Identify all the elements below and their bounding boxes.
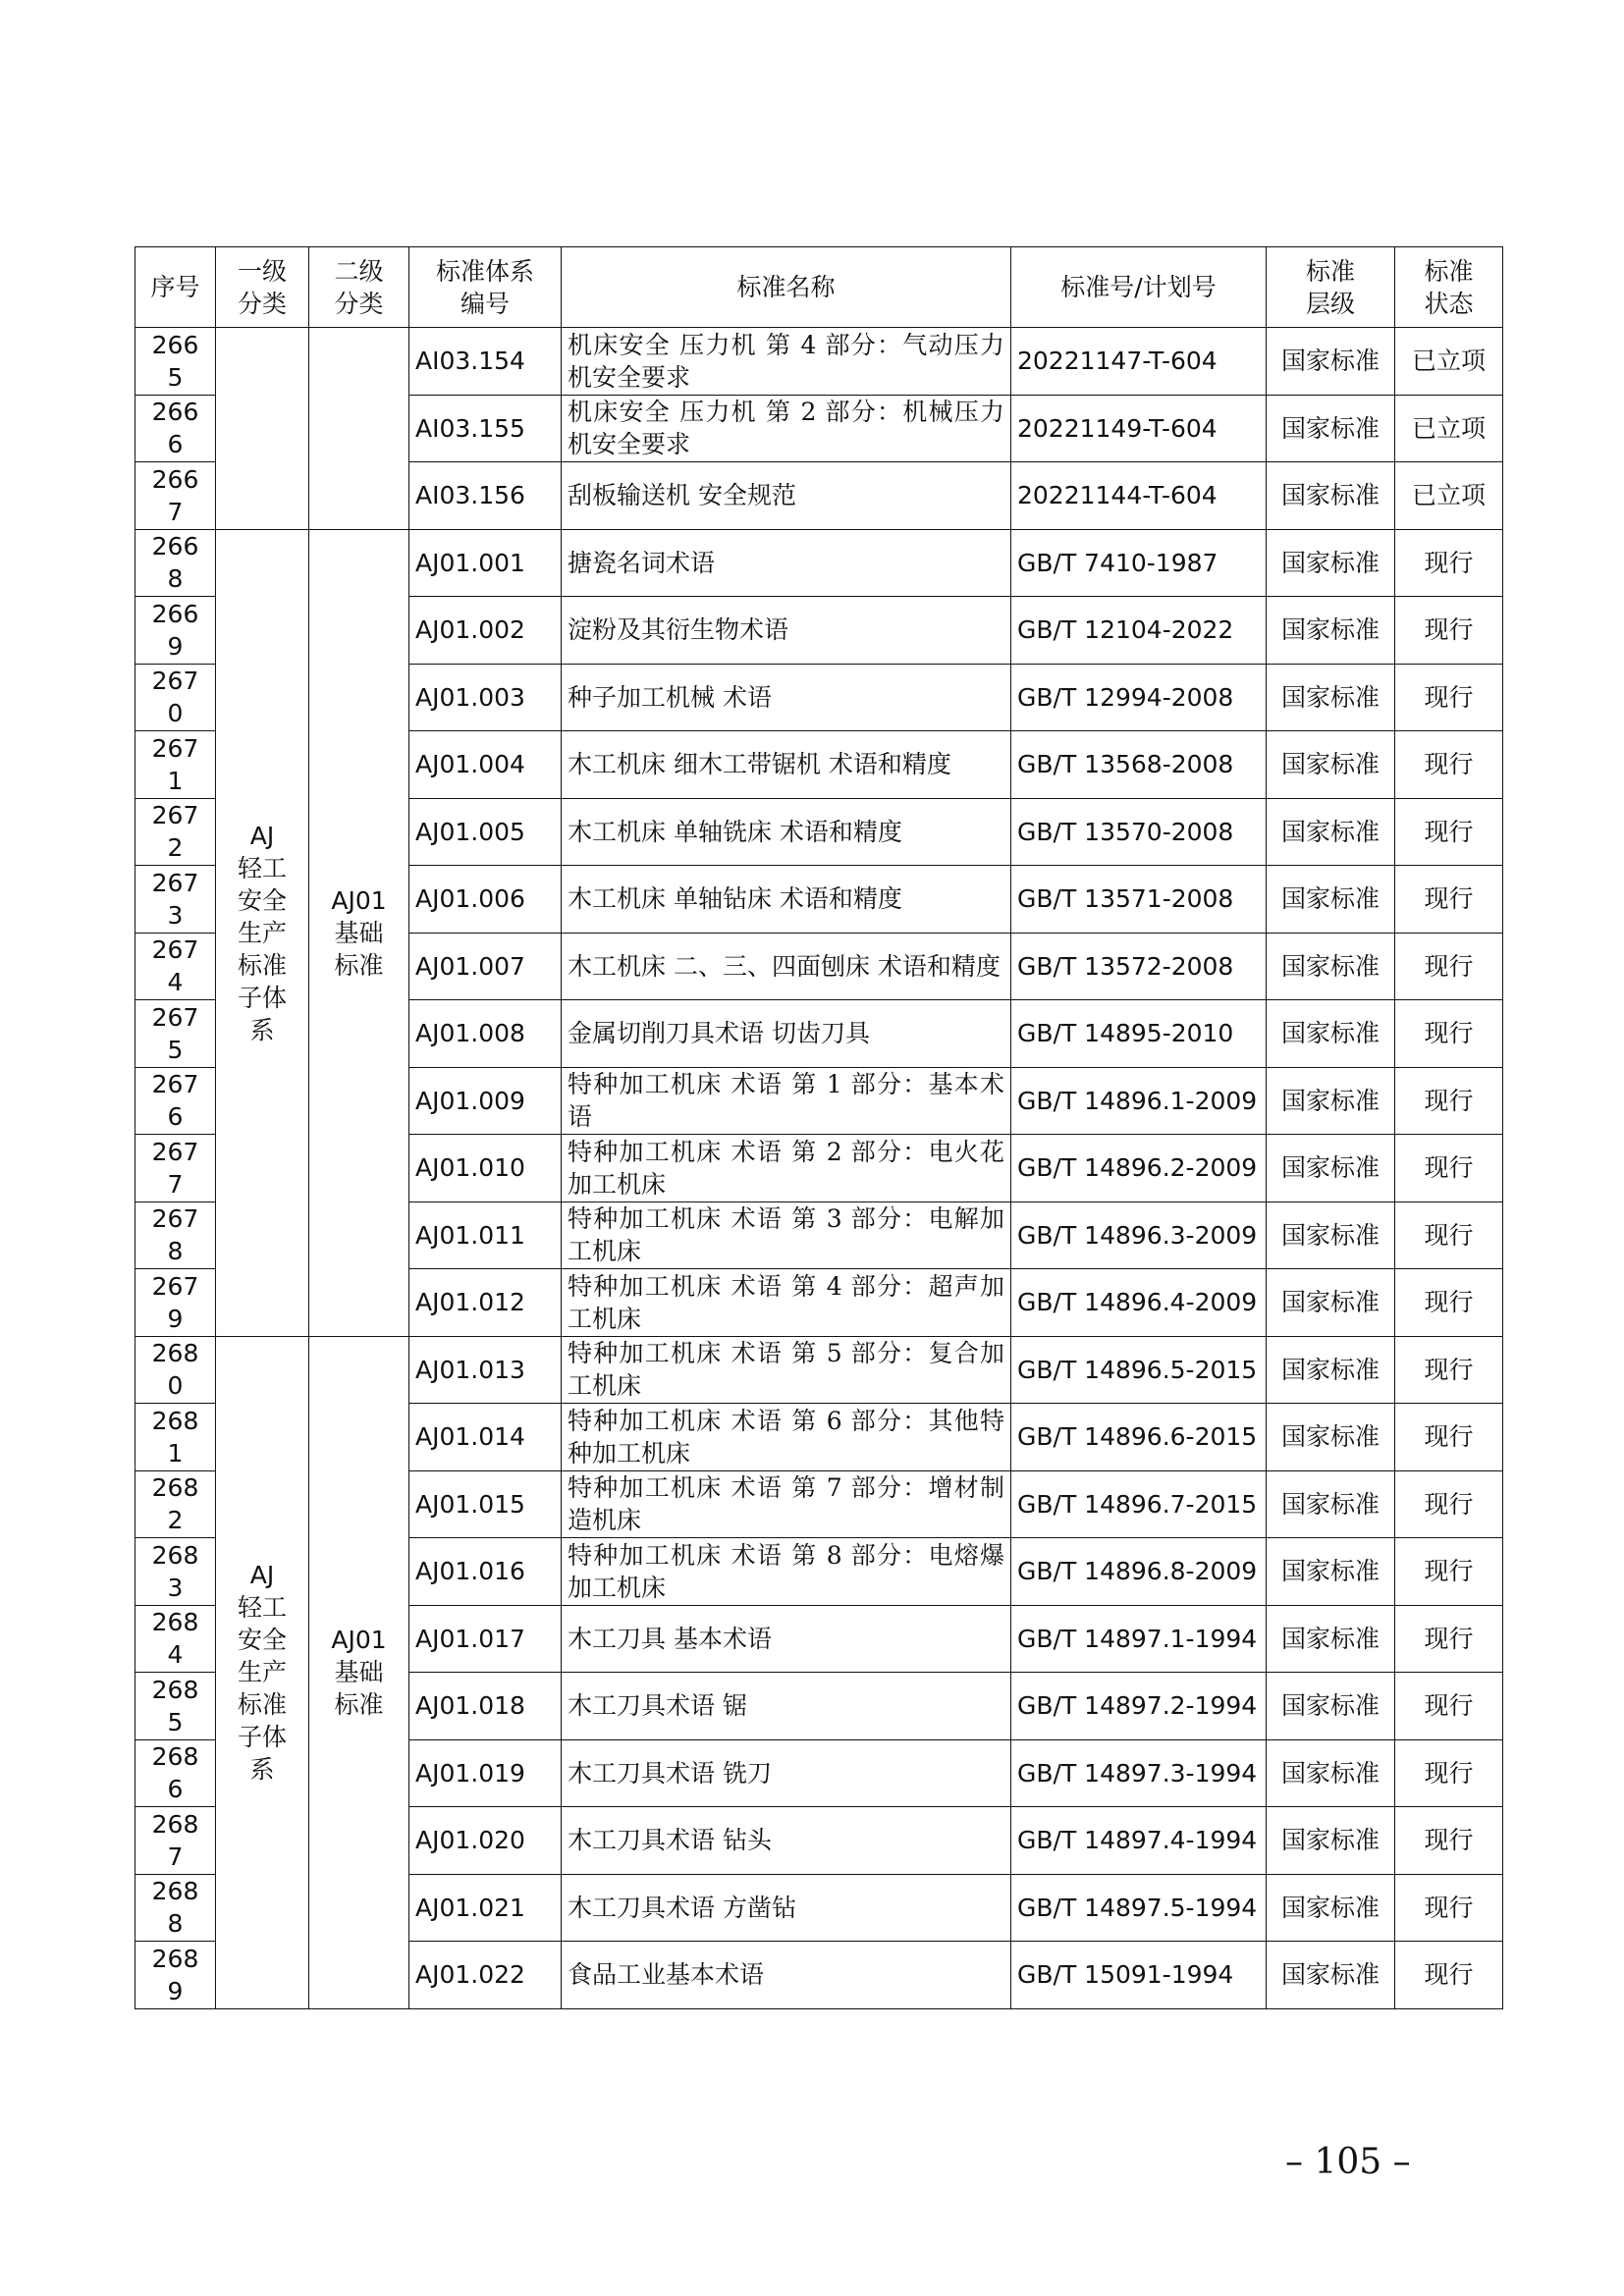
text-line: 标准 bbox=[334, 1690, 384, 1719]
standard-level: 国家标准 bbox=[1267, 731, 1395, 799]
text-line: 5 bbox=[167, 1035, 184, 1064]
text-line: 7 bbox=[167, 1842, 184, 1871]
text-line: AJ bbox=[249, 1561, 275, 1589]
serial-number bbox=[135, 1404, 216, 1471]
standard-level: 国家标准 bbox=[1267, 933, 1395, 1000]
text-line: 安全 bbox=[237, 885, 287, 915]
table-header bbox=[135, 247, 1503, 328]
text-line: 轻工 bbox=[237, 853, 287, 882]
standard-status: 已立项 bbox=[1395, 462, 1503, 530]
standard-status: 现行 bbox=[1395, 1135, 1503, 1202]
header-line: 标准体系 bbox=[435, 256, 534, 286]
serial-number bbox=[135, 395, 216, 462]
system-code: AJ01.014 bbox=[409, 1404, 562, 1471]
level2-category bbox=[309, 328, 409, 530]
header-line: 层级 bbox=[1305, 289, 1355, 318]
serial-number bbox=[135, 933, 216, 1000]
standard-status: 现行 bbox=[1395, 529, 1503, 597]
standard-level: 国家标准 bbox=[1267, 664, 1395, 731]
standard-number: GB/T 14896.1-2009 bbox=[1011, 1067, 1267, 1135]
standard-level: 国家标准 bbox=[1267, 1538, 1395, 1606]
text-line: 267 bbox=[151, 1002, 199, 1032]
standard-status: 现行 bbox=[1395, 1404, 1503, 1471]
text-line: 266 bbox=[151, 464, 199, 494]
header-line: 标准号/计划号 bbox=[1060, 273, 1217, 301]
text-line: 6 bbox=[167, 1102, 184, 1132]
serial-number bbox=[135, 866, 216, 934]
table-body bbox=[135, 328, 1503, 2009]
text-line: 268 bbox=[151, 1877, 199, 1906]
standard-number: GB/T 14896.3-2009 bbox=[1011, 1201, 1267, 1269]
standard-number: GB/T 14896.7-2015 bbox=[1011, 1470, 1267, 1538]
system-code: AJ01.020 bbox=[409, 1807, 562, 1875]
standard-name: 金属切削刀具术语 切齿刀具 bbox=[562, 1000, 1011, 1068]
standard-level: 国家标准 bbox=[1267, 328, 1395, 396]
text-line: 268 bbox=[151, 1944, 199, 1973]
standard-level: 国家标准 bbox=[1267, 1470, 1395, 1538]
system-code: AJ01.021 bbox=[409, 1874, 562, 1942]
standard-name: 特种加工机床 术语 第 6 部分：其他特种加工机床 bbox=[562, 1404, 1011, 1471]
text-line: 标准 bbox=[334, 950, 384, 980]
standard-number: GB/T 13572-2008 bbox=[1011, 933, 1267, 1000]
standard-name: 特种加工机床 术语 第 2 部分：电火花加工机床 bbox=[562, 1135, 1011, 1202]
standard-number: 20221149-T-604 bbox=[1011, 395, 1267, 462]
text-line: 2 bbox=[167, 1506, 184, 1535]
standard-status: 已立项 bbox=[1395, 395, 1503, 462]
standard-name: 特种加工机床 术语 第 5 部分：复合加工机床 bbox=[562, 1336, 1011, 1404]
text-line: 8 bbox=[167, 564, 184, 594]
standard-status: 现行 bbox=[1395, 1673, 1503, 1740]
text-line: 268 bbox=[151, 1608, 199, 1637]
system-code: AJ01.018 bbox=[409, 1673, 562, 1740]
header-line: 状态 bbox=[1424, 289, 1474, 318]
standards-table bbox=[135, 246, 1503, 2009]
serial-number bbox=[135, 798, 216, 866]
header-line: 分类 bbox=[334, 289, 384, 318]
level1-category bbox=[216, 529, 309, 1336]
serial-number bbox=[135, 462, 216, 530]
header-row bbox=[135, 247, 1503, 328]
standard-name: 搪瓷名词术语 bbox=[562, 529, 1011, 597]
standard-number: GB/T 7410-1987 bbox=[1011, 529, 1267, 597]
text-line: 4 bbox=[167, 1640, 184, 1670]
serial-number bbox=[135, 1000, 216, 1068]
system-code: AJ01.022 bbox=[409, 1942, 562, 2009]
standard-status: 现行 bbox=[1395, 1807, 1503, 1875]
serial-number bbox=[135, 664, 216, 731]
text-line: AJ01 bbox=[331, 1626, 387, 1654]
serial-number bbox=[135, 1269, 216, 1337]
text-line: 标准 bbox=[237, 1690, 287, 1719]
text-line: 5 bbox=[167, 362, 184, 392]
standard-number: GB/T 14896.5-2015 bbox=[1011, 1336, 1267, 1404]
header-line: 标准名称 bbox=[736, 273, 836, 301]
standard-status: 现行 bbox=[1395, 933, 1503, 1000]
standard-status: 现行 bbox=[1395, 1336, 1503, 1404]
text-line: 268 bbox=[151, 1742, 199, 1772]
text-line: 266 bbox=[151, 599, 199, 628]
standard-name: 特种加工机床 术语 第 3 部分：电解加工机床 bbox=[562, 1201, 1011, 1269]
serial-number bbox=[135, 1135, 216, 1202]
text-line: 7 bbox=[167, 1169, 184, 1199]
text-line: 267 bbox=[151, 1137, 199, 1166]
system-code: AJ01.010 bbox=[409, 1135, 562, 1202]
standard-status: 现行 bbox=[1395, 1470, 1503, 1538]
serial-number bbox=[135, 731, 216, 799]
text-line: 8 bbox=[167, 1909, 184, 1939]
system-code: AJ01.008 bbox=[409, 1000, 562, 1068]
text-line: AJ01 bbox=[331, 885, 387, 915]
serial-number bbox=[135, 1673, 216, 1740]
standard-name: 木工刀具术语 锯 bbox=[562, 1673, 1011, 1740]
text-line: 8 bbox=[167, 1237, 184, 1266]
header-standard-status bbox=[1395, 247, 1503, 328]
text-line: 268 bbox=[151, 1540, 199, 1570]
system-code: AJ01.012 bbox=[409, 1269, 562, 1337]
system-code: AJ01.007 bbox=[409, 933, 562, 1000]
serial-number bbox=[135, 328, 216, 396]
serial-number bbox=[135, 529, 216, 597]
serial-number bbox=[135, 1605, 216, 1673]
text-line: 9 bbox=[167, 1976, 184, 2005]
standard-number: GB/T 12104-2022 bbox=[1011, 597, 1267, 665]
system-code: AJ01.004 bbox=[409, 731, 562, 799]
standard-status: 现行 bbox=[1395, 866, 1503, 934]
standard-number: GB/T 14897.1-1994 bbox=[1011, 1605, 1267, 1673]
header-serial bbox=[135, 247, 216, 328]
standard-level: 国家标准 bbox=[1267, 597, 1395, 665]
standard-number: GB/T 13571-2008 bbox=[1011, 866, 1267, 934]
standard-status: 现行 bbox=[1395, 1000, 1503, 1068]
standard-level: 国家标准 bbox=[1267, 1135, 1395, 1202]
text-line: 9 bbox=[167, 1304, 184, 1333]
standard-status: 现行 bbox=[1395, 1942, 1503, 2009]
standard-status: 现行 bbox=[1395, 1538, 1503, 1606]
text-line: 6 bbox=[167, 1775, 184, 1804]
header-line: 二级 bbox=[334, 256, 384, 286]
text-line: 268 bbox=[151, 1339, 199, 1368]
standard-status: 现行 bbox=[1395, 731, 1503, 799]
standard-status: 现行 bbox=[1395, 1874, 1503, 1942]
header-standard-level bbox=[1267, 247, 1395, 328]
system-code: AJ01.017 bbox=[409, 1605, 562, 1673]
standard-name: 木工机床 单轴铣床 术语和精度 bbox=[562, 798, 1011, 866]
standard-number: 20221144-T-604 bbox=[1011, 462, 1267, 530]
standard-level: 国家标准 bbox=[1267, 1336, 1395, 1404]
table-row bbox=[135, 529, 1503, 597]
table-row bbox=[135, 328, 1503, 396]
standard-name: 淀粉及其衍生物术语 bbox=[562, 597, 1011, 665]
system-code: AJ01.013 bbox=[409, 1336, 562, 1404]
standard-number: GB/T 14897.4-1994 bbox=[1011, 1807, 1267, 1875]
system-code: AJ01.005 bbox=[409, 798, 562, 866]
serial-number bbox=[135, 1067, 216, 1135]
system-code: AJ01.009 bbox=[409, 1067, 562, 1135]
standard-number: GB/T 14896.4-2009 bbox=[1011, 1269, 1267, 1337]
text-line: 267 bbox=[151, 733, 199, 763]
text-line: 系 bbox=[249, 1015, 275, 1044]
standard-name: 木工刀具术语 方凿钻 bbox=[562, 1874, 1011, 1942]
system-code: AJ01.002 bbox=[409, 597, 562, 665]
text-line: 安全 bbox=[237, 1626, 287, 1654]
standard-number: GB/T 14896.6-2015 bbox=[1011, 1404, 1267, 1471]
serial-number bbox=[135, 1874, 216, 1942]
standard-status: 现行 bbox=[1395, 597, 1503, 665]
text-line: 267 bbox=[151, 935, 199, 965]
text-line: 267 bbox=[151, 868, 199, 897]
standard-level: 国家标准 bbox=[1267, 1269, 1395, 1337]
standard-status: 现行 bbox=[1395, 1201, 1503, 1269]
text-line: 1 bbox=[167, 1438, 184, 1468]
standard-status: 现行 bbox=[1395, 798, 1503, 866]
header-line: 一级 bbox=[237, 256, 287, 286]
system-code: AJ01.015 bbox=[409, 1470, 562, 1538]
header-system-code bbox=[409, 247, 562, 328]
standard-number: GB/T 14897.3-1994 bbox=[1011, 1739, 1267, 1807]
system-code: AI03.156 bbox=[409, 462, 562, 530]
standard-name: 特种加工机床 术语 第 8 部分：电熔爆加工机床 bbox=[562, 1538, 1011, 1606]
text-line: 3 bbox=[167, 1573, 184, 1602]
standard-name: 木工机床 单轴钻床 术语和精度 bbox=[562, 866, 1011, 934]
standard-number: GB/T 14897.2-1994 bbox=[1011, 1673, 1267, 1740]
standard-level: 国家标准 bbox=[1267, 798, 1395, 866]
system-code: AI03.155 bbox=[409, 395, 562, 462]
page-number: – 105 – bbox=[1285, 2142, 1411, 2182]
system-code: AI03.154 bbox=[409, 328, 562, 396]
header-standard-number bbox=[1011, 247, 1267, 328]
text-line: 5 bbox=[167, 1707, 184, 1736]
standard-status: 已立项 bbox=[1395, 328, 1503, 396]
standard-number: GB/T 12994-2008 bbox=[1011, 664, 1267, 731]
standard-status: 现行 bbox=[1395, 1739, 1503, 1807]
system-code: AJ01.011 bbox=[409, 1201, 562, 1269]
standard-level: 国家标准 bbox=[1267, 1739, 1395, 1807]
serial-number bbox=[135, 1739, 216, 1807]
text-line: 基础 bbox=[334, 918, 384, 947]
text-line: 0 bbox=[167, 699, 184, 728]
header-line: 标准 bbox=[1424, 256, 1474, 286]
standard-name: 特种加工机床 术语 第 1 部分：基本术语 bbox=[562, 1067, 1011, 1135]
standard-name: 种子加工机械 术语 bbox=[562, 664, 1011, 731]
standard-level: 国家标准 bbox=[1267, 529, 1395, 597]
standard-level: 国家标准 bbox=[1267, 462, 1395, 530]
system-code: AJ01.016 bbox=[409, 1538, 562, 1606]
serial-number bbox=[135, 1538, 216, 1606]
standard-status: 现行 bbox=[1395, 1067, 1503, 1135]
standard-level: 国家标准 bbox=[1267, 395, 1395, 462]
text-line: 2 bbox=[167, 833, 184, 863]
standard-name: 特种加工机床 术语 第 7 部分：增材制造机床 bbox=[562, 1470, 1011, 1538]
standard-level: 国家标准 bbox=[1267, 1067, 1395, 1135]
standard-level: 国家标准 bbox=[1267, 1201, 1395, 1269]
text-line: 子体 bbox=[237, 983, 287, 1012]
standard-status: 现行 bbox=[1395, 1605, 1503, 1673]
text-line: 0 bbox=[167, 1371, 184, 1401]
standard-number: GB/T 14895-2010 bbox=[1011, 1000, 1267, 1068]
level1-category bbox=[216, 328, 309, 530]
text-line: 266 bbox=[151, 532, 199, 561]
table-row bbox=[135, 1336, 1503, 1404]
standard-number: GB/T 15091-1994 bbox=[1011, 1942, 1267, 2009]
standard-number: 20221147-T-604 bbox=[1011, 328, 1267, 396]
text-line: 6 bbox=[167, 430, 184, 459]
standard-name: 刮板输送机 安全规范 bbox=[562, 462, 1011, 530]
text-line: 267 bbox=[151, 1204, 199, 1234]
serial-number bbox=[135, 597, 216, 665]
header-line: 编号 bbox=[460, 289, 510, 318]
text-line: 生产 bbox=[237, 1658, 287, 1686]
text-line: 基础 bbox=[334, 1658, 384, 1686]
header-standard-name bbox=[562, 247, 1011, 328]
standard-name: 机床安全 压力机 第 4 部分：气动压力机安全要求 bbox=[562, 328, 1011, 396]
header-level2 bbox=[309, 247, 409, 328]
text-line: 标准 bbox=[237, 950, 287, 980]
standard-name: 机床安全 压力机 第 2 部分：机械压力机安全要求 bbox=[562, 395, 1011, 462]
standard-name: 木工刀具术语 铣刀 bbox=[562, 1739, 1011, 1807]
text-line: 系 bbox=[249, 1755, 275, 1784]
system-code: AJ01.001 bbox=[409, 529, 562, 597]
standard-number: GB/T 14896.2-2009 bbox=[1011, 1135, 1267, 1202]
text-line: 267 bbox=[151, 801, 199, 830]
level1-category bbox=[216, 1336, 309, 2008]
standard-level: 国家标准 bbox=[1267, 1874, 1395, 1942]
standard-number: GB/T 13570-2008 bbox=[1011, 798, 1267, 866]
text-line: 4 bbox=[167, 968, 184, 997]
text-line: 子体 bbox=[237, 1723, 287, 1751]
standard-name: 木工刀具术语 钻头 bbox=[562, 1807, 1011, 1875]
serial-number bbox=[135, 1807, 216, 1875]
standard-name: 木工刀具 基本术语 bbox=[562, 1605, 1011, 1673]
text-line: 268 bbox=[151, 1406, 199, 1435]
text-line: 轻工 bbox=[237, 1593, 287, 1622]
standard-status: 现行 bbox=[1395, 1269, 1503, 1337]
text-line: AJ bbox=[249, 821, 275, 850]
standard-name: 食品工业基本术语 bbox=[562, 1942, 1011, 2009]
serial-number bbox=[135, 1942, 216, 2009]
level2-category bbox=[309, 529, 409, 1336]
standard-number: GB/T 13568-2008 bbox=[1011, 731, 1267, 799]
text-line: 267 bbox=[151, 1271, 199, 1301]
text-line: 3 bbox=[167, 900, 184, 930]
text-line: 7 bbox=[167, 497, 184, 526]
system-code: AJ01.019 bbox=[409, 1739, 562, 1807]
standard-number: GB/T 14896.8-2009 bbox=[1011, 1538, 1267, 1606]
system-code: AJ01.003 bbox=[409, 664, 562, 731]
header-line: 序号 bbox=[150, 273, 200, 301]
system-code: AJ01.006 bbox=[409, 866, 562, 934]
standard-name: 木工机床 二、三、四面刨床 术语和精度 bbox=[562, 933, 1011, 1000]
serial-number bbox=[135, 1336, 216, 1404]
standard-level: 国家标准 bbox=[1267, 1000, 1395, 1068]
standard-number: GB/T 14897.5-1994 bbox=[1011, 1874, 1267, 1942]
header-level1 bbox=[216, 247, 309, 328]
text-line: 267 bbox=[151, 1070, 199, 1099]
text-line: 生产 bbox=[237, 918, 287, 947]
standard-status: 现行 bbox=[1395, 664, 1503, 731]
text-line: 266 bbox=[151, 398, 199, 427]
standard-level: 国家标准 bbox=[1267, 1605, 1395, 1673]
text-line: 268 bbox=[151, 1809, 199, 1839]
header-line: 分类 bbox=[237, 289, 287, 318]
level2-category bbox=[309, 1336, 409, 2008]
serial-number bbox=[135, 1201, 216, 1269]
text-line: 9 bbox=[167, 631, 184, 661]
standard-level: 国家标准 bbox=[1267, 1404, 1395, 1471]
standard-level: 国家标准 bbox=[1267, 1673, 1395, 1740]
standard-level: 国家标准 bbox=[1267, 1942, 1395, 2009]
text-line: 268 bbox=[151, 1675, 199, 1704]
text-line: 268 bbox=[151, 1473, 199, 1503]
text-line: 1 bbox=[167, 766, 184, 795]
standard-level: 国家标准 bbox=[1267, 1807, 1395, 1875]
standard-name: 木工机床 细木工带锯机 术语和精度 bbox=[562, 731, 1011, 799]
text-line: 267 bbox=[151, 667, 199, 696]
standard-name: 特种加工机床 术语 第 4 部分：超声加工机床 bbox=[562, 1269, 1011, 1337]
serial-number bbox=[135, 1470, 216, 1538]
text-line: 266 bbox=[151, 330, 199, 359]
header-line: 标准 bbox=[1305, 256, 1355, 286]
standard-level: 国家标准 bbox=[1267, 866, 1395, 934]
